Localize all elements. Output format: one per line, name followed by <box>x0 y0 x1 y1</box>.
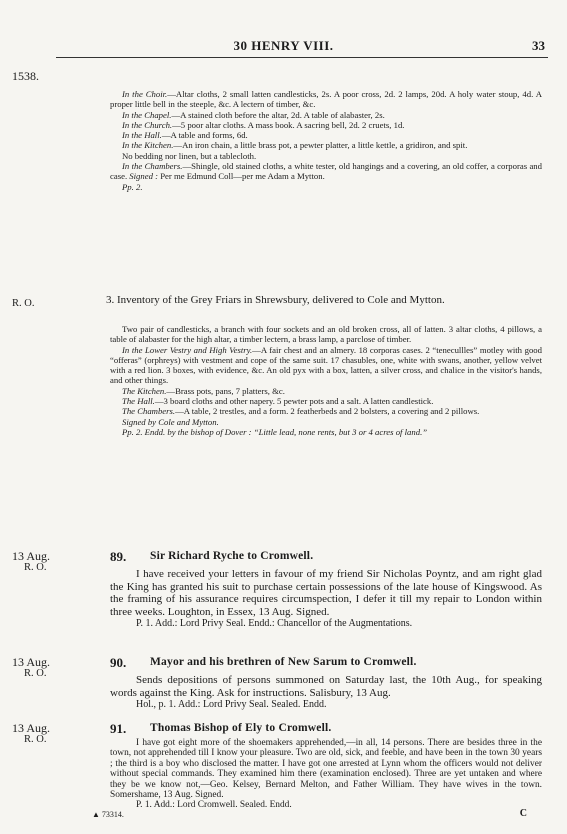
section-label: In the Hall. <box>122 130 162 141</box>
inventory-text: —Altar cloths, 2 small latten candlesticks, 2s. A poor cross, 2d. 2 lamps, 20d. A holy water stoup, 4d. A proper little bell in the steeple, &c. A lectern of timber, &c. <box>110 89 542 110</box>
entry-date: 13 Aug. <box>12 655 51 669</box>
section-label: In the Kitchen. <box>122 140 174 151</box>
entry-title: Mayor and his brethren of New Sarum to Cromwell. <box>150 656 417 668</box>
record-office-mark: R. O. <box>24 668 47 679</box>
section-label: In the Chapel. <box>122 109 172 120</box>
signature-letter: C <box>519 808 527 819</box>
entry-3-body <box>110 324 542 437</box>
inventory-text: —An iron chain, a little brass pot, a pewter platter, a little kettle, a gridiron, and spit. <box>173 140 468 151</box>
address-note: P. 1. Add.: Lord Cromwell. Sealed. Endd. <box>136 800 292 811</box>
year-label: 1538. <box>12 69 39 83</box>
section-label: The Kitchen. <box>122 385 167 396</box>
inventory-text: —3 board cloths and other napery. 5 pewter pots and a salt. A latten candlestick. <box>154 396 434 407</box>
entry-title: Sir Richard Ryche to Cromwell. <box>150 550 314 562</box>
endorsement-note: Pp. 2. Endd. by the bishop of Dover : “Little lead, none rents, but 3 or 4 acres of land.” <box>122 426 428 437</box>
signed-label: Signed : <box>129 171 159 182</box>
entry-title: Thomas Bishop of Ely to Cromwell. <box>150 722 332 734</box>
page-number: 33 <box>532 38 545 53</box>
section-label: The Chambers. <box>122 406 176 417</box>
entry-number: 89. <box>110 549 127 564</box>
section-label: The Hall. <box>122 396 155 407</box>
inventory-text: No bedding nor linen, but a tablecloth. <box>122 150 257 161</box>
entry-3-heading <box>106 294 544 307</box>
section-label: In the Lower Vestry and High Vestry. <box>122 344 253 355</box>
entry-number: 90. <box>110 655 127 670</box>
section-label: In the Chambers. <box>122 161 183 172</box>
entry-heading: 3. Inventory of the Grey Friars in Shrewsbury, delivered to Cole and Mytton. <box>106 294 445 306</box>
margin-year <box>12 70 70 82</box>
section-label: In the Church. <box>122 119 173 130</box>
margin-entry-91 <box>12 722 70 746</box>
printer-mark: ▲ 73314. <box>92 810 124 819</box>
signatories: Per me Edmund Coll—per me Adam a Mytton. <box>158 171 325 182</box>
running-title: 30 HENRY VIII. <box>233 38 334 53</box>
entry-91-body <box>110 738 542 811</box>
record-office-mark: R. O. <box>24 734 47 745</box>
record-office-mark: R. O. <box>12 298 35 309</box>
letter-text: Sends depositions of persons summoned on Saturday last, the 10th Aug., for speaking words against the King. Ask for instructions. Salisbury, 13 Aug. <box>110 674 542 699</box>
inventory-text: —5 poor altar cloths. A mass book. A sacring bell, 2d. 2 cruets, 1d. <box>172 119 405 130</box>
inventory-text: —A fair chest and an almery. 18 corporas cases. 2 “tenecullles” motley with good “offeras” (orphreys) with vestment and cope of the same suit. 17 chasubles, one, white with swans, another, yellow velvet with a red lion. 3 boxes, with evidence, &c. An old pyx with a box, latten, a silver cross, and chalice in the visitor's hands, and other things. <box>110 344 542 386</box>
record-office-mark: R. O. <box>24 562 47 573</box>
margin-entry-89 <box>12 550 70 574</box>
entry-date: 13 Aug. <box>12 721 51 735</box>
letter-text: I have got eight more of the shoemakers apprehended,—in all, 14 persons. There are besides three in the town, not apprehended till I know your pleasure. Two are old, sick, and feeble, and have been in the town 30 years ; the third is a boy who disclosed the matter. I have got one arrested at Lynn whom the officers would not deliver without special commands. They examined him there (examination enclosed). Three are yet untaken and where they be we know not,—Geo. Kelsey, Bernard Melton, and Father William. They have wives in the town. Somershame, 13 Aug. Signed. <box>110 738 542 801</box>
inventory-text: —A table, 2 trestles, and a form. 2 featherbeds and 2 bolsters, a covering and 2 pillows. <box>175 406 480 417</box>
entry-date: 13 Aug. <box>12 549 51 563</box>
inventory-text: —Shingle, old stained cloths, a white tester, old hangings and a covering, an old coffer, a corporas and case. <box>110 161 542 182</box>
entry-90-body <box>110 674 542 712</box>
inventory-text: —A table and forms, 6d. <box>161 130 248 141</box>
address-note: P. 1. Add.: Lord Privy Seal. Endd.: Chancellor of the Augmentations. <box>136 618 413 630</box>
page-header <box>0 38 567 54</box>
entry-number: 91. <box>110 721 127 736</box>
inventory-continuation <box>110 89 542 192</box>
address-note: Hol., p. 1. Add.: Lord Privy Seal. Sealed. Endd. <box>136 699 327 711</box>
section-label: In the Choir. <box>122 89 168 99</box>
inventory-text: —A stained cloth before the altar, 2d. A table of alabaster, 2s. <box>171 109 385 120</box>
signed-note: Signed by Cole and Mytton. <box>122 416 219 427</box>
margin-entry-90 <box>12 656 70 680</box>
letter-text: I have received your letters in favour of my friend Sir Nicholas Poyntz, and am right glad the King has granted his suit to purchase certain possessions of the late house of Kingswood. As the framing of his assurance requires circumspection, I defer it till my repair to London within three weeks. Loughton, in Essex, 13 Aug. Signed. <box>110 568 542 618</box>
margin-ro-entry3 <box>12 298 70 310</box>
inventory-text: —Brass pots, pans, 7 platters, &c. <box>166 385 285 396</box>
inventory-text: Two pair of candlesticks, a branch with four sockets and an old broken cross, all of latten. 3 altar cloths, 4 pillows, a table of alabaster for the high altar, a timber lectern, a brass lamp, a parclose of timber. <box>110 324 542 345</box>
entry-89-body <box>110 568 542 631</box>
header-rule <box>56 57 548 58</box>
pages-note: Pp. 2. <box>122 181 143 192</box>
